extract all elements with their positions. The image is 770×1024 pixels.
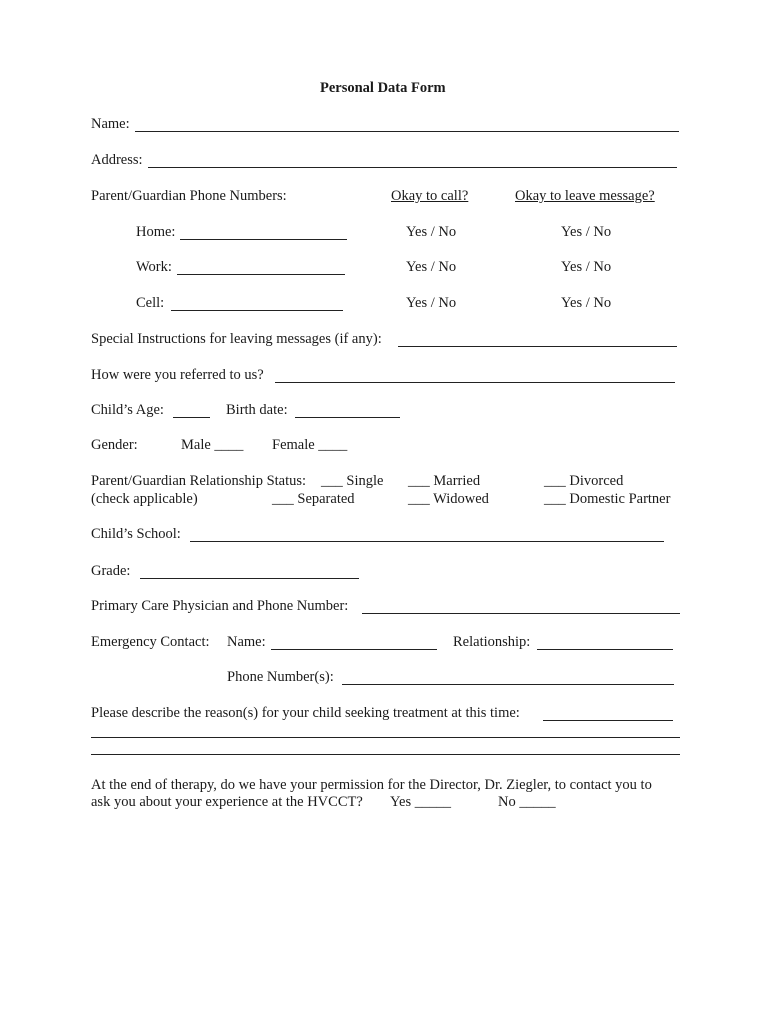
gender-male-option[interactable]: Male ____ <box>181 437 244 453</box>
emergency-phone-label: Phone Number(s): <box>227 669 334 685</box>
gender-label: Gender: <box>91 437 138 453</box>
child-school-label: Child’s School: <box>91 526 181 542</box>
emergency-phone-field[interactable] <box>342 684 674 685</box>
permission-question-line-1: At the end of therapy, do we have your permission for the Director, Dr. Ziegler, to contact you to <box>91 777 652 793</box>
status-divorced-option[interactable]: ___ Divorced <box>544 473 624 489</box>
reason-field-line-2[interactable] <box>91 737 680 738</box>
referred-label: How were you referred to us? <box>91 367 264 383</box>
birth-date-field[interactable] <box>295 417 400 418</box>
home-phone-field[interactable] <box>180 239 347 240</box>
reason-label: Please describe the reason(s) for your child seeking treatment at this time: <box>91 705 520 721</box>
status-separated-option[interactable]: ___ Separated <box>272 491 355 507</box>
physician-label: Primary Care Physician and Phone Number: <box>91 598 349 614</box>
permission-no-option[interactable]: No _____ <box>498 794 556 810</box>
child-age-label: Child’s Age: <box>91 402 164 418</box>
okay-to-call-header: Okay to call? <box>391 188 469 204</box>
work-phone-field[interactable] <box>177 274 345 275</box>
address-label: Address: <box>91 152 143 168</box>
relationship-status-label: Parent/Guardian Relationship Status: <box>91 473 307 489</box>
birth-date-label: Birth date: <box>226 402 288 418</box>
work-message-yes-no[interactable]: Yes / No <box>561 259 612 275</box>
permission-question-line-2: ask you about your experience at the HVCCT? <box>91 794 363 810</box>
home-phone-label: Home: <box>136 224 176 240</box>
emergency-relationship-field[interactable] <box>537 649 673 650</box>
reason-field-line-1[interactable] <box>543 720 673 721</box>
reason-field-line-3[interactable] <box>91 754 680 755</box>
child-school-field[interactable] <box>190 541 664 542</box>
special-instructions-label: Special Instructions for leaving messages (if any): <box>91 331 382 347</box>
work-call-yes-no[interactable]: Yes / No <box>406 259 457 275</box>
cell-message-yes-no[interactable]: Yes / No <box>561 295 612 311</box>
gender-female-option[interactable]: Female ____ <box>272 437 348 453</box>
status-single-option[interactable]: ___ Single <box>321 473 384 489</box>
emergency-name-label: Name: <box>227 634 266 650</box>
permission-yes-option[interactable]: Yes _____ <box>390 794 451 810</box>
physician-field[interactable] <box>362 613 680 614</box>
special-instructions-field[interactable] <box>398 346 677 347</box>
cell-phone-label: Cell: <box>136 295 165 311</box>
work-phone-label: Work: <box>136 259 172 275</box>
emergency-name-field[interactable] <box>271 649 437 650</box>
okay-to-leave-message-header: Okay to leave message? <box>515 188 655 204</box>
emergency-contact-label: Emergency Contact: <box>91 634 210 650</box>
home-call-yes-no[interactable]: Yes / No <box>406 224 457 240</box>
page-title: Personal Data Form <box>320 80 446 96</box>
address-field[interactable] <box>148 167 677 168</box>
status-domestic-partner-option[interactable]: ___ Domestic Partner <box>544 491 671 507</box>
status-widowed-option[interactable]: ___ Widowed <box>408 491 489 507</box>
emergency-relationship-label: Relationship: <box>453 634 531 650</box>
home-message-yes-no[interactable]: Yes / No <box>561 224 612 240</box>
child-age-field[interactable] <box>173 417 210 418</box>
name-label: Name: <box>91 116 130 132</box>
name-field[interactable] <box>135 131 679 132</box>
cell-call-yes-no[interactable]: Yes / No <box>406 295 457 311</box>
cell-phone-field[interactable] <box>171 310 343 311</box>
grade-field[interactable] <box>140 578 359 579</box>
relationship-check-note: (check applicable) <box>91 491 198 507</box>
phone-numbers-label: Parent/Guardian Phone Numbers: <box>91 188 287 204</box>
referred-field[interactable] <box>275 382 675 383</box>
grade-label: Grade: <box>91 563 131 579</box>
status-married-option[interactable]: ___ Married <box>408 473 481 489</box>
